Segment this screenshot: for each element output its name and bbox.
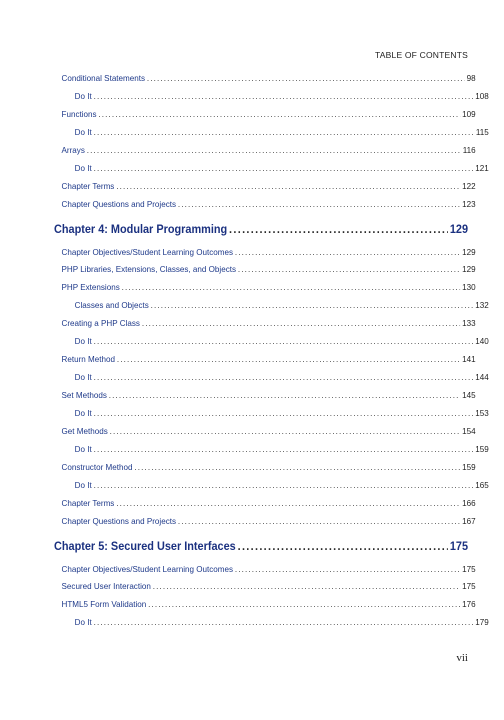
dot-leader [110,426,461,436]
toc-entry[interactable] [54,426,476,444]
dot-leader [116,498,460,508]
toc-entry-title: Do It [74,336,92,347]
toc-entry-page-number: 144 [475,372,489,383]
dot-leader [94,372,474,382]
toc-entry-title: Chapter Terms [61,497,115,508]
toc-entry[interactable] [54,109,476,127]
toc-entry-title: HTML5 Form Validation [61,599,147,610]
toc-chapter-entry[interactable] [54,540,468,562]
toc-entry[interactable] [54,318,476,336]
dot-leader [178,199,460,209]
toc-entry[interactable] [54,145,476,163]
toc-entry[interactable] [54,498,476,516]
dot-leader [94,127,474,137]
dot-leader [153,581,460,591]
dot-leader [229,223,448,236]
toc-entry-title: Do It [74,90,92,101]
toc-entry-page-number: 121 [475,162,489,173]
toc-entry-page-number: 166 [462,497,476,508]
toc-entry[interactable] [54,354,476,372]
toc-entry-title: Secured User Interaction [61,581,151,592]
toc-entry-page-number: 176 [462,599,476,610]
toc-entry-page-number: 115 [475,126,489,137]
toc-entry[interactable] [54,599,476,617]
toc-entry[interactable] [54,516,476,534]
toc-entry-title: Set Methods [61,390,107,400]
toc-entry-title: Return Method [61,354,115,365]
toc-entry[interactable] [54,390,476,408]
toc-entry-title: Arrays [61,144,85,155]
toc-entry[interactable] [54,480,489,498]
dot-leader [178,516,460,526]
toc-entry-page-number: 159 [475,443,489,454]
toc-entry-title: Chapter Terms [61,180,115,191]
toc-entry[interactable] [54,300,489,318]
dot-leader [238,540,448,553]
toc-entry-title: Do It [74,126,92,137]
toc-entry[interactable] [54,372,489,390]
toc-entry[interactable] [54,199,476,217]
dot-leader [147,73,465,83]
toc-chapter-entry[interactable] [54,223,468,245]
toc-entry-page-number: 175 [462,581,476,592]
table-of-contents [54,73,489,635]
dot-leader [98,109,460,119]
toc-entry[interactable] [54,462,476,480]
toc-entry-page-number: 165 [475,479,489,490]
toc-entry-page-number: 167 [462,515,476,526]
dot-leader [122,282,461,292]
toc-entry-title: Creating a PHP Class [61,318,140,329]
toc-entry-page-number: 132 [475,300,489,311]
toc-entry-title: Conditional Statements [61,73,146,83]
dot-leader [134,462,460,472]
dot-leader [94,444,474,454]
toc-entry-page-number: 141 [462,354,476,365]
dot-leader [116,181,460,191]
toc-entry-title: Chapter 5: Secured User Interfaces [54,539,236,553]
toc-entry[interactable] [54,617,489,635]
toc-entry[interactable] [54,444,489,462]
toc-entry-page-number: 122 [462,180,476,191]
toc-entry-page-number: 175 [462,563,476,574]
toc-entry-title: Do It [74,162,92,173]
toc-entry-title: Functions [61,108,97,119]
toc-entry-title: Classes and Objects [74,300,149,311]
toc-entry-title: Do It [74,443,92,454]
toc-entry[interactable] [54,91,489,109]
page-number: vii [456,652,468,664]
toc-entry-page-number: 179 [475,617,489,628]
toc-entry-title: Do It [74,479,92,490]
toc-entry[interactable] [54,408,489,426]
dot-leader [235,247,460,257]
toc-entry-page-number: 109 [462,108,476,119]
toc-entry-title: Chapter Questions and Projects [61,515,177,526]
dot-leader [94,163,474,173]
toc-entry[interactable] [54,163,489,181]
toc-entry-page-number: 129 [449,222,469,236]
dot-leader [117,354,460,364]
toc-entry-page-number: 129 [462,264,476,275]
toc-entry[interactable] [54,127,489,145]
toc-entry-page-number: 133 [462,318,476,329]
toc-entry-page-number: 123 [462,198,476,209]
toc-entry-title: Chapter 4: Modular Programming [54,222,228,236]
toc-entry-page-number: 159 [462,461,476,472]
dot-leader [94,617,474,627]
toc-entry-page-number: 108 [475,90,489,101]
toc-entry-page-number: 129 [462,246,476,257]
dot-leader [142,318,460,328]
toc-entry-title: PHP Extensions [61,282,120,293]
dot-leader [94,336,474,346]
dot-leader [94,408,474,418]
dot-leader [148,599,460,609]
toc-entry[interactable] [54,247,476,265]
dot-leader [94,480,474,490]
toc-entry[interactable] [54,282,476,300]
toc-entry-title: Get Methods [61,425,108,436]
toc-entry[interactable] [54,564,476,582]
toc-entry-page-number: 154 [462,425,476,436]
toc-entry-page-number: 175 [449,539,469,553]
toc-entry-title: Chapter Objectives/Student Learning Outcomes [61,246,234,257]
toc-entry-page-number: 153 [475,407,489,418]
toc-entry-page-number: 145 [462,390,476,400]
toc-entry-title: Constructor Method [61,461,133,472]
dot-leader [238,264,460,274]
toc-entry[interactable] [54,264,476,282]
dot-leader [87,145,461,155]
toc-entry-title: PHP Libraries, Extensions, Classes, and Objects [61,264,237,275]
toc-entry-title: Do It [74,407,92,418]
toc-entry-page-number: 116 [462,144,476,155]
toc-entry[interactable] [54,181,476,199]
toc-entry-title: Do It [74,372,92,383]
dot-leader [151,300,474,310]
running-header: TABLE OF CONTENTS [375,50,468,60]
toc-entry-page-number: 98 [466,73,476,83]
toc-entry-page-number: 140 [475,336,489,347]
toc-entry-title: Chapter Questions and Projects [61,198,177,209]
toc-entry-page-number: 130 [462,282,476,293]
toc-entry[interactable] [54,581,476,599]
toc-entry[interactable] [54,73,476,91]
dot-leader [109,390,460,400]
toc-entry[interactable] [54,336,489,354]
dot-leader [235,564,460,574]
toc-entry-title: Do It [74,617,92,628]
dot-leader [94,91,474,101]
toc-entry-title: Chapter Objectives/Student Learning Outcomes [61,563,234,574]
